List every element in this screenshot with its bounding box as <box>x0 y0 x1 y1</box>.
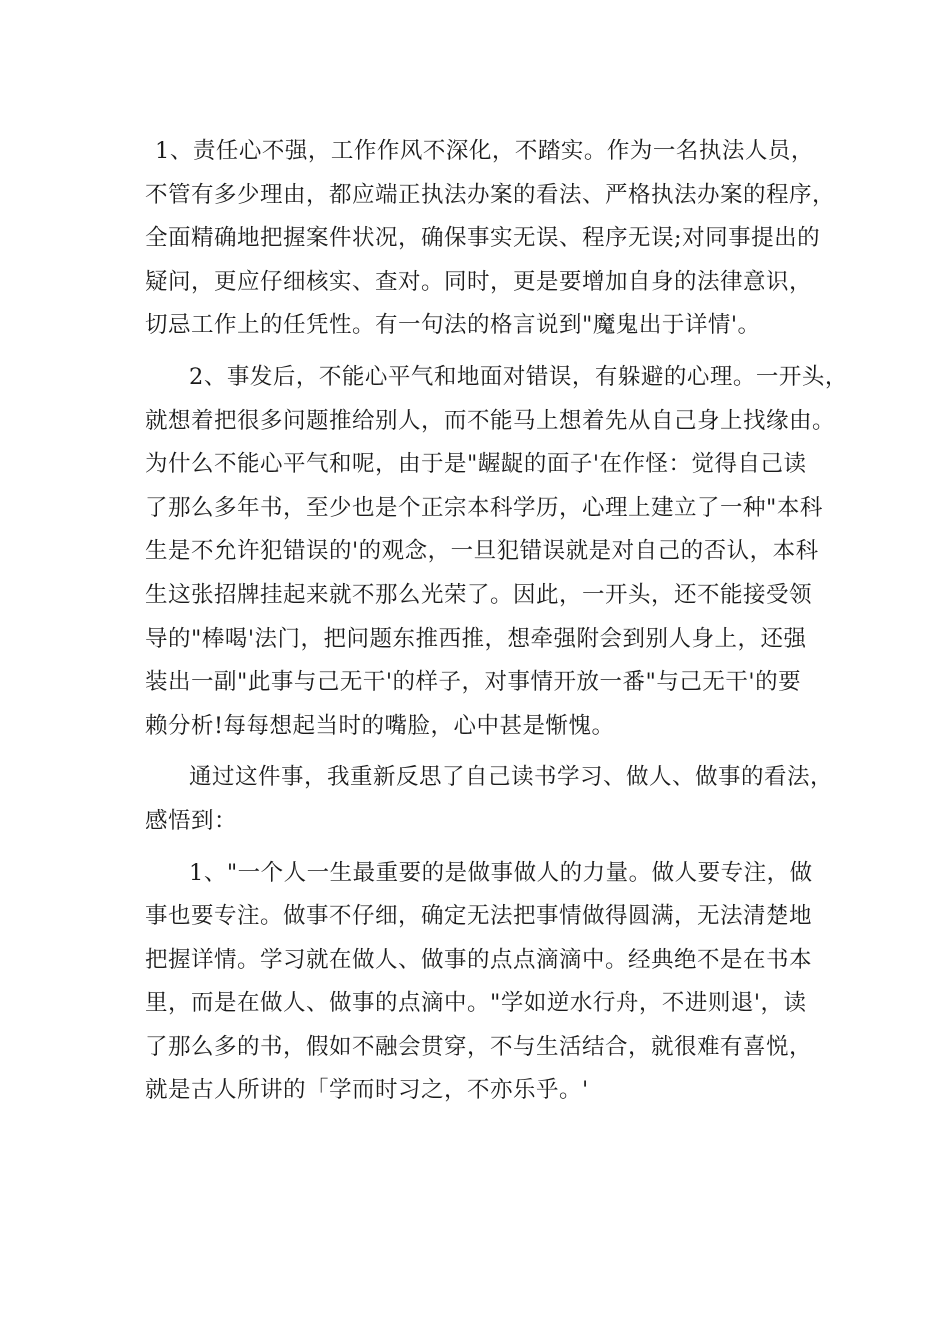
text-line: 里，而是在做人、做事的点滴中。"学如逆水行舟，不进则退'，读 <box>145 990 807 1017</box>
text-line: 导的"棒喝'法门，把问题东推西推，想牵强附会到别人身上，还强 <box>145 625 807 652</box>
text-line: 全面精确地把握案件状况，确保事实无误、程序无误;对同事提出的 <box>145 225 821 252</box>
text-line: 感悟到： <box>145 807 238 834</box>
text-line: 事也要专注。做事不仔细，确定无法把事情做得圆满，无法清楚地 <box>145 903 813 930</box>
text-line: 把握详情。学习就在做人、做事的点点滴滴中。经典绝不是在书本 <box>145 946 813 973</box>
text-line: 不管有多少理由，都应端正执法办案的看法、严格执法办案的程序， <box>145 181 836 208</box>
text-line: 了那么多的书，假如不融会贯穿，不与生活结合，就很难有喜悦， <box>145 1033 813 1060</box>
text-line: 1、责任心不强，工作作风不深化，不踏实。作为一名执法人员， <box>155 138 814 164</box>
document-body <box>145 130 848 1113</box>
text-line: 切忌工作上的任凭性。有一句法的格言说到"魔鬼出于详情'。 <box>145 312 761 339</box>
text-line: 2、事发后，不能心平气和地面对错误，有躲避的心理。一开头， <box>189 363 848 390</box>
text-line: 为什么不能心平气和呢，由于是"龌龊的面子'在作怪：觉得自己读 <box>145 451 807 478</box>
text-line: 就想着把很多问题推给别人，而不能马上想着先从自己身上找缘由。 <box>145 407 836 434</box>
text-line: 疑问，更应仔细核实、查对。同时，更是要增加自身的法律意识， <box>145 268 813 295</box>
text-line: 装出一副"此事与己无干'的样子，对事情开放一番"与己无干'的要 <box>145 669 802 696</box>
text-line: 生是不允许犯错误的'的观念，一旦犯错误就是对自己的否认，本科 <box>145 538 819 565</box>
text-line: 赖分析!每每想起当时的嘴脸，心中甚是惭愧。 <box>145 712 615 739</box>
text-line: 生这张招牌挂起来就不那么光荣了。因此，一开头，还不能接受领 <box>145 581 813 608</box>
text-line: 了那么多年书，至少也是个正宗本科学历，心理上建立了一种"本科 <box>145 494 823 521</box>
text-line: 就是古人所讲的「学而时习之，不亦乐乎。' <box>145 1077 589 1104</box>
text-line: 1、"一个人一生最重要的是做事做人的力量。做人要专注，做 <box>189 859 813 886</box>
text-line: 通过这件事，我重新反思了自己读书学习、做人、做事的看法， <box>189 764 834 791</box>
